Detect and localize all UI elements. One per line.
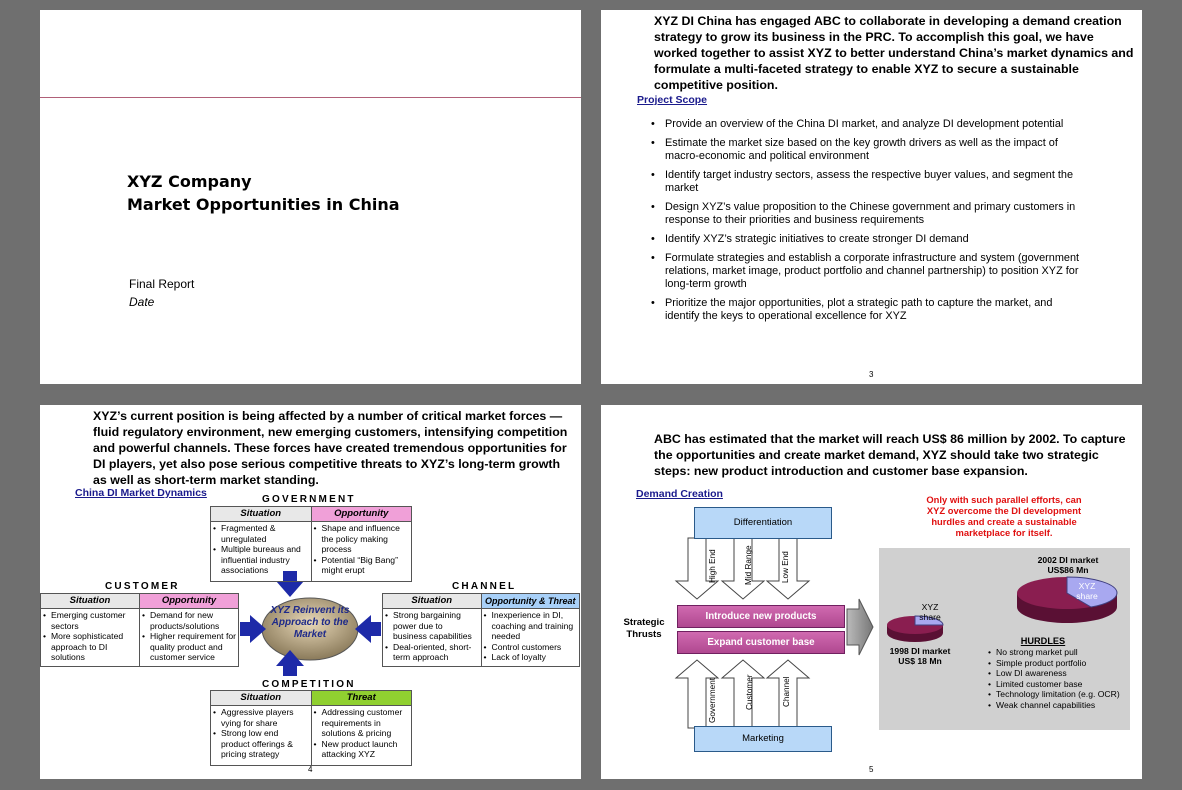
header-opportunity-threat: Opportunity & Threat [481, 594, 580, 608]
list-item: • Simple product portfolio [988, 658, 1128, 669]
opportunity-list [314, 523, 410, 576]
section-title: Project Scope [637, 94, 708, 106]
list-item: • Shape and influence the policy making process [314, 523, 410, 555]
bullet-icon: • [651, 233, 655, 245]
page-number: 3 [869, 370, 874, 379]
differentiation-box: Differentiation [694, 507, 832, 539]
list-item: • No strong market pull [988, 647, 1128, 658]
list-item: • Control customers [484, 642, 578, 653]
situation-list [213, 707, 309, 760]
section-title: China DI Market Dynamics [75, 487, 207, 499]
channel-table [382, 593, 580, 667]
slide-title [40, 10, 581, 384]
scope-bullet: • Identify target industry sectors, assess the respective buyer values, and segment the market [651, 169, 1074, 194]
subtitle: Final Report [129, 277, 195, 291]
list-item: • Emerging customer sectors [43, 610, 137, 631]
page-number: 4 [308, 765, 313, 774]
parallel-efforts-note: Only with such parallel efforts, can XYZ overcome the DI development hurdles and create a sustainable marketplace for itself. [926, 494, 1082, 538]
scope-bullet-list [651, 118, 1085, 329]
scope-bullet: • Identify XYZ’s strategic initiatives to create stronger DI demand [651, 233, 969, 245]
list-item: • Weak channel capabilities [988, 700, 1128, 711]
list-item: • New product launch attacking XYZ [314, 739, 410, 760]
report-subtitle [129, 275, 194, 311]
customer-label: CUSTOMER [105, 581, 180, 592]
arrow-right-icon [240, 615, 266, 643]
hurdles-list [988, 647, 1128, 710]
title-line-1: XYZ Company [127, 172, 252, 191]
situation-list [385, 610, 479, 663]
scope-bullet: • Estimate the market size based on the key growth drivers as well as the impact of macro-economic and political environment [651, 137, 1058, 162]
introduce-products-bar: Introduce new products [677, 605, 845, 628]
threat-list [314, 707, 410, 760]
list-item: • Technology limitation (e.g. OCR) [988, 689, 1128, 700]
report-title [127, 170, 400, 216]
list-item: • Strong bargaining power due to business capabilities [385, 610, 479, 642]
scope-bullet: • Formulate strategies and establish a corporate infrastructure and system (government relations, market image, product portfolio and channel partnership) to position XYZ for long-term growth [651, 252, 1080, 290]
xyz-share-2002-label: XYZ share [1076, 581, 1098, 601]
hurdles-block [988, 636, 1128, 710]
slide-headline: XYZ DI China has engaged ABC to collaborate in developing a demand creation strategy to grow its business in the PRC. To accomplish this goal, we have worked together to assist XYZ to better understand China’s market dynamics and formulate a multi-faceted strategy to enable XYZ to secure a sustainable competitive position. [654, 14, 1134, 92]
government-table [210, 506, 412, 582]
date: Date [129, 295, 155, 309]
strategic-thrusts-label: Strategic Thrusts [623, 617, 665, 640]
bullet-icon: • [651, 201, 655, 213]
list-item: • Aggressive players vying for share [213, 707, 309, 728]
header-opportunity: Opportunity [139, 594, 238, 608]
list-item: • Addressing customer requirements in solutions & pricing [314, 707, 410, 739]
header-situation: Situation [211, 507, 311, 521]
competition-label: COMPETITION [262, 679, 356, 690]
label-customer: Customer [745, 674, 754, 710]
scope-bullet: • Prioritize the major opportunities, plot a strategic path to capture the market, and identify the keys to operational excellence for XYZ [651, 297, 1053, 322]
hurdles-title: HURDLES [1020, 636, 1066, 646]
title-divider [40, 97, 581, 98]
competition-table [210, 690, 412, 766]
bullet-icon: • [651, 137, 655, 149]
label-channel: Channel [782, 676, 791, 707]
marketing-box: Marketing [694, 726, 832, 752]
bullet-icon: • [651, 252, 655, 264]
scope-bullet: • Design XYZ’s value proposition to the Chinese government and primary customers in response to their priorities and business requirements [651, 201, 1076, 226]
opportunity-threat-list [484, 610, 578, 663]
xyz-share-1998-label: XYZ share [919, 602, 941, 622]
label-low-end: Low End [781, 551, 790, 583]
page-number: 5 [869, 765, 874, 774]
customer-table [40, 593, 239, 667]
market-pies [601, 405, 1142, 779]
slide-project-scope [601, 10, 1142, 384]
market-2002-label: 2002 DI market US$86 Mn [1037, 555, 1099, 575]
title-line-2: Market Opportunities in China [127, 195, 400, 214]
list-item: • Inexperience in DI, coaching and training needed [484, 610, 578, 642]
slide-headline: XYZ’s current position is being affected by a number of critical market forces — fluid regulatory environment, new emerging customers, intensifying competition and powerful channels. These forces have created tremendous opportunities for DI players, yet also pose serious competitive threats to XYZ’s long-term growth as well as short-term market standing. [93, 409, 568, 487]
situation-list [43, 610, 137, 663]
opportunity-list [142, 610, 236, 663]
bullet-icon: • [651, 118, 655, 130]
list-item: • Limited customer base [988, 679, 1128, 690]
market-1998-label: 1998 DI market US$ 18 Mn [889, 646, 951, 666]
government-label: GOVERNMENT [262, 494, 356, 505]
label-high-end: High End [708, 549, 717, 583]
scope-bullet: • Provide an overview of the China DI market, and analyze DI development potential [651, 118, 1064, 130]
list-item: • Lack of loyalty [484, 652, 578, 663]
header-situation: Situation [211, 691, 311, 705]
bullet-icon: • [651, 169, 655, 181]
list-item: • More sophisticated approach to DI solutions [43, 631, 137, 663]
list-item: • Multiple bureaus and influential industry associations [213, 544, 309, 576]
label-mid-range: Mid Range [744, 545, 753, 585]
center-label: XYZ Reinvent its Approach to the Market [270, 605, 350, 640]
situation-list [213, 523, 309, 576]
list-item: • Fragmented & unregulated [213, 523, 309, 544]
header-threat: Threat [311, 691, 412, 705]
label-government: Government [708, 677, 717, 723]
expand-customer-bar: Expand customer base [677, 631, 845, 654]
slide-demand-creation [601, 405, 1142, 779]
header-opportunity: Opportunity [311, 507, 412, 521]
arrow-left-icon [355, 615, 381, 643]
list-item: • Potential “Big Bang” might erupt [314, 555, 410, 576]
header-situation: Situation [383, 594, 481, 608]
bullet-icon: • [651, 297, 655, 309]
channel-label: CHANNEL [452, 581, 517, 592]
header-situation: Situation [41, 594, 139, 608]
section-title: Demand Creation [636, 488, 723, 500]
list-item: • Strong low end product offerings & pricing strategy [213, 728, 309, 760]
list-item: • Low DI awareness [988, 668, 1128, 679]
list-item: • Higher requirement for quality product and customer service [142, 631, 236, 663]
slide-headline: ABC has estimated that the market will reach US$ 86 million by 2002. To capture the opportunities and create market demand, XYZ should take two strategic steps: new product introduction and customer base expansion. [654, 432, 1126, 478]
slide-market-dynamics [40, 405, 581, 779]
list-item: • Deal-oriented, short-term approach [385, 642, 479, 663]
list-item: • Demand for new products/solutions [142, 610, 236, 631]
